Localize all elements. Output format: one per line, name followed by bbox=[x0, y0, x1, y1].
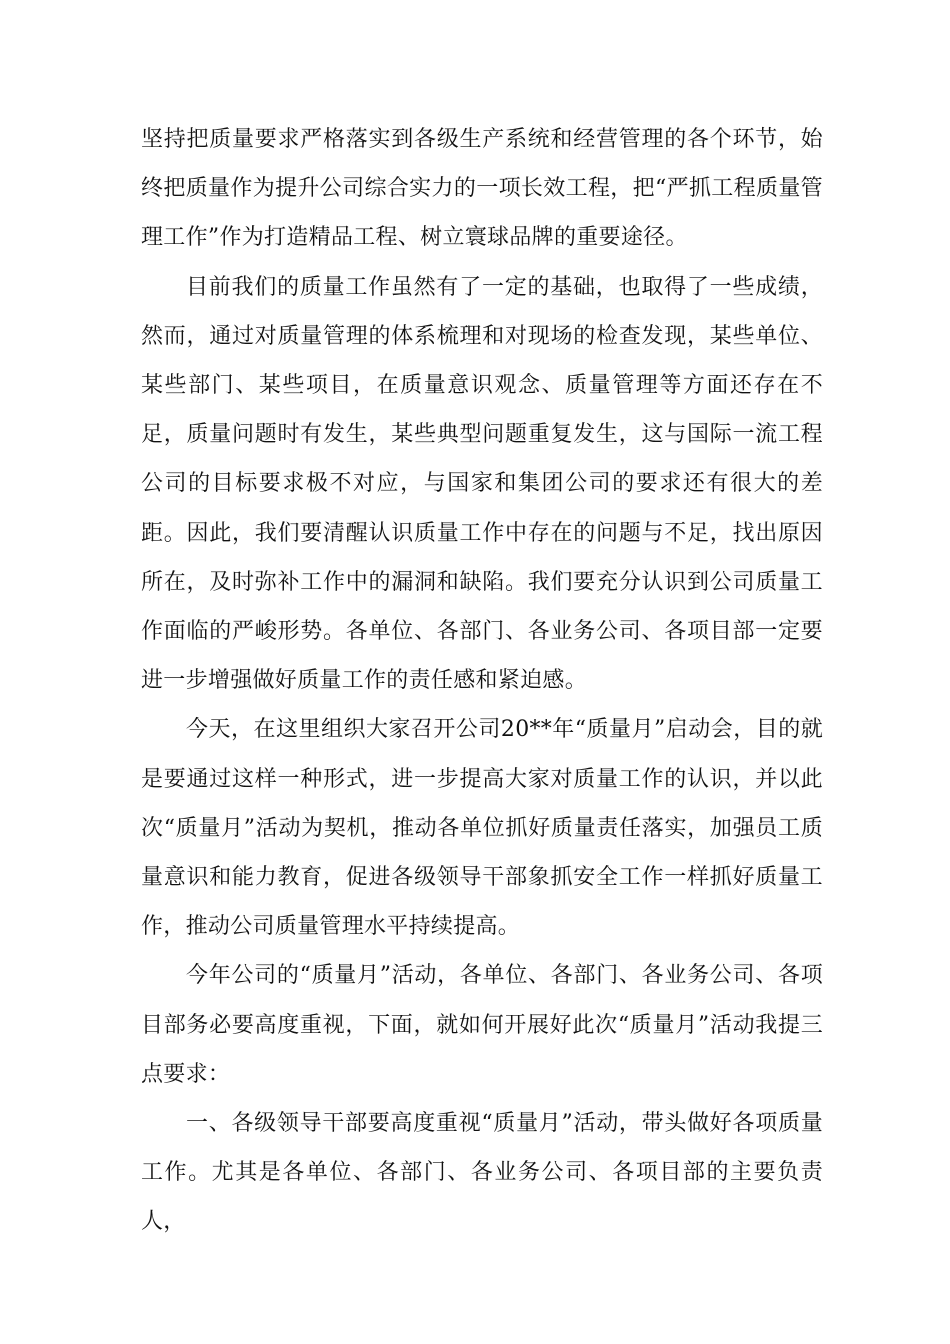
paragraph-3: 今天，在这里组织大家召开公司20**年“质量月”启动会，目的就是要通过这样一种形式，进一步提高大家对质量工作的认识，并以此次“质量月”活动为契机，推动各单位抓好质量责任落实，加强员工质量意识和能力教育，促进各级领导干部象抓安全工作一样抓好质量工作，推动公司质量管理水平持续提高。 bbox=[141, 717, 823, 940]
paragraph-2: 目前我们的质量工作虽然有了一定的基础，也取得了一些成绩，然而，通过对质量管理的体系梳理和对现场的检查发现，某些单位、某些部门、某些项目，在质量意识观念、质量管理等方面还存在不足，质量问题时有发生，某些典型问题重复发生，这与国际一流工程公司的目标要求极不对应，与国家和集团公司的要求还有很大的差距。因此，我们要清醒认识质量工作中存在的问题与不足，找出原因所在，及时弥补工作中的漏洞和缺陷。我们要充分认识到公司质量工作面临的严峻形势。各单位、各部门、各业务公司、各项目部一定要进一步增强做好质量工作的责任感和紧迫感。 bbox=[141, 274, 823, 694]
paragraph-5: 一、各级领导干部要高度重视“质量月”活动，带头做好各项质量工作。尤其是各单位、各部门、各业务公司、各项目部的主要负责人， bbox=[141, 1111, 823, 1235]
body-text bbox=[141, 115, 823, 1247]
paragraph-4: 今年公司的“质量月”活动，各单位、各部门、各业务公司、各项目部务必要高度重视，下面，就如何开展好此次“质量月”活动我提三点要求： bbox=[141, 963, 823, 1087]
paragraph-1: 坚持把质量要求严格落实到各级生产系统和经营管理的各个环节，始终把质量作为提升公司综合实力的一项长效工程，把“严抓工程质量管理工作”作为打造精品工程、树立寰球品牌的重要途径。 bbox=[141, 127, 823, 251]
